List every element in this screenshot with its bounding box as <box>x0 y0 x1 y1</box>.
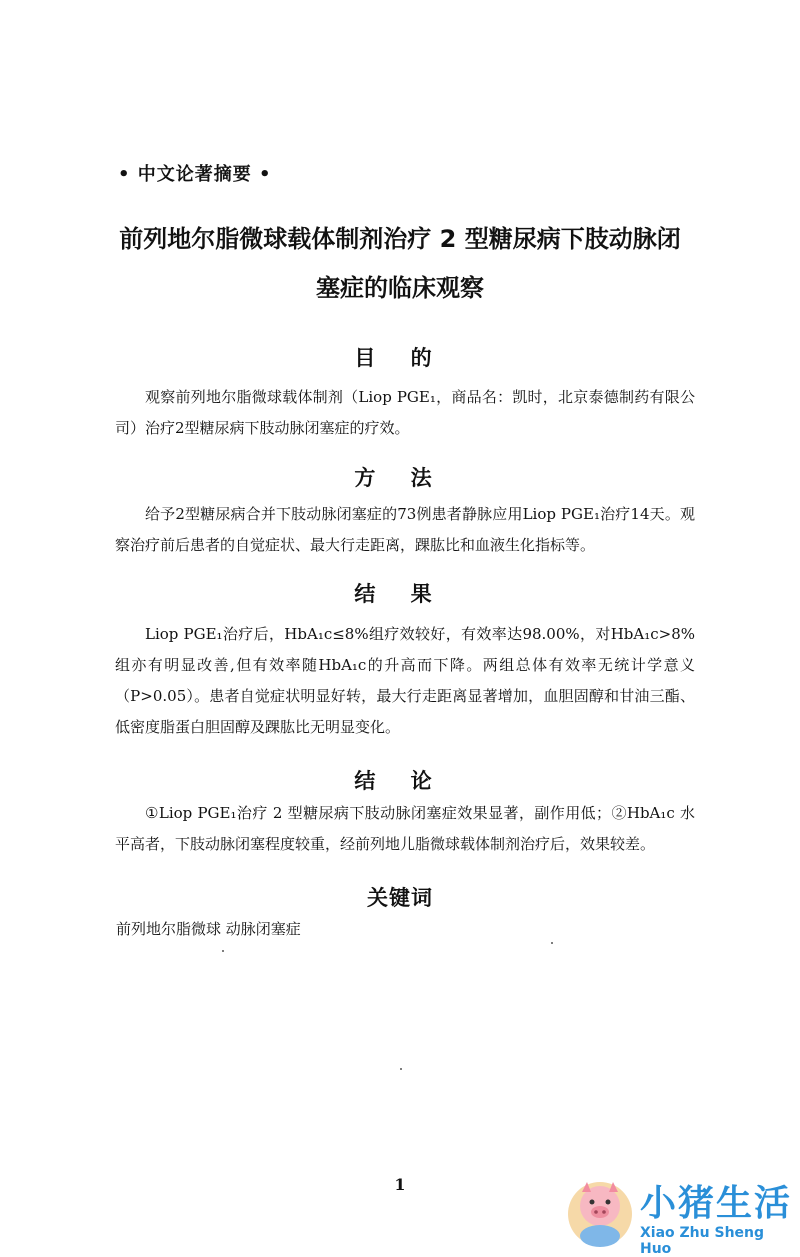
result-text: Liop PGE₁治疗后，HbA₁c≤8%组疗效较好，有效率达98.00%，对HbA₁c>8%组亦有明显改善,但有效率随HbA₁c的升高而下降。两组总体有效率无统计学意义（P>0.05）。患者自觉症状明显好转，最大行走距离显著增加，血胆固醇和甘油三酯、低密度脂蛋白胆固醇及踝肱比无明显变化。 <box>115 625 695 736</box>
page-title <box>100 215 700 313</box>
keywords-text: 前列地尔脂微球 动脉闭塞症 <box>116 920 301 938</box>
title-line-1: 前列地尔脂微球载体制剂治疗 2 型糖尿病下肢动脉闭 <box>119 225 681 253</box>
title-line-2: 塞症的临床观察 <box>316 274 484 302</box>
pig-mascot-icon <box>560 1172 640 1252</box>
speck-mark <box>222 950 224 952</box>
conclusion-heading: 结 论 <box>354 769 446 793</box>
result-text-block <box>115 619 695 743</box>
keywords-heading: 关键词 <box>367 886 433 910</box>
page-number: 1 <box>394 1175 406 1194</box>
purpose-text-block <box>115 382 695 444</box>
watermark-logo-subtitle: Xiao Zhu Sheng Huo <box>640 1225 765 1257</box>
purpose-heading: 目 的 <box>354 346 446 370</box>
result-heading: 结 果 <box>354 582 446 606</box>
speck-mark <box>400 1068 402 1070</box>
conclusion-text-block <box>115 798 695 860</box>
purpose-text: 观察前列地尔脂微球载体制剂（Liop PGE₁，商品名：凯时，北京泰德制药有限公司）治疗2型糖尿病下肢动脉闭塞症的疗效。 <box>115 388 695 437</box>
section-tag: • 中文论著摘要 • <box>118 164 272 185</box>
method-text-block <box>115 499 695 561</box>
method-heading: 方 法 <box>354 466 446 490</box>
conclusion-text: ①Liop PGE₁治疗 2 型糖尿病下肢动脉闭塞症效果显著，副作用低；②HbA₁c 水平高者，下肢动脉闭塞程度较重，经前列地儿脂微球载体制剂治疗后，效果较差。 <box>115 804 695 853</box>
watermark-logo-text: 小猪生活 <box>640 1183 793 1224</box>
method-text: 给予2型糖尿病合并下肢动脉闭塞症的73例患者静脉应用Liop PGE₁治疗14天。观察治疗前后患者的自觉症状、最大行走距离，踝肱比和血液生化指标等。 <box>115 505 695 554</box>
speck-mark <box>551 942 553 944</box>
